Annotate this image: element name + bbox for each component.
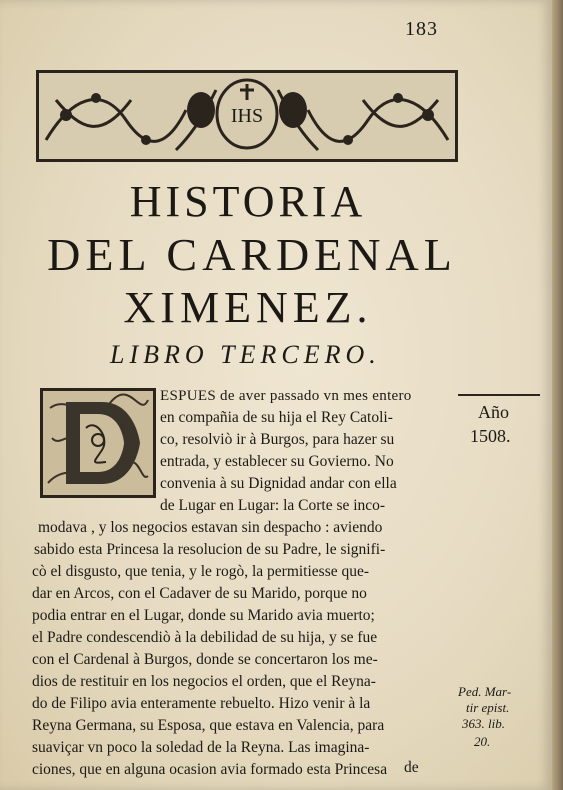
text-line: ciones, que en alguna ocasion avia formado esta Princesa	[32, 761, 388, 778]
text-line: co, resolviò ir à Burgos, para hazer su	[160, 431, 395, 448]
text-line: dios de restituir en los negocios el orden, que el Reyna-	[32, 673, 376, 690]
margin-year-label: Año	[478, 402, 509, 422]
margin-ref-line: 20.	[474, 734, 491, 749]
text-line: Reyna Germana, su Esposa, que estava en Valencia, para	[32, 717, 385, 734]
text-line: modava , y los negocios estavan sin despacho : aviendo	[38, 519, 383, 536]
headpiece-ornament-graphic	[36, 70, 458, 162]
margin-year: 1508.	[470, 426, 511, 446]
text-line: de Lugar en Lugar: la Corte se inco-	[160, 497, 386, 514]
text-line: ESPUES de aver passado vn mes entero	[160, 388, 412, 404]
text-line: podia entrar en el Lugar, donde su Marido avia muerto;	[32, 607, 375, 624]
text-line: dar en Arcos, con el Cadaver de su Marido, porque no	[32, 585, 367, 602]
text-line: suaviçar vn poco la soledad de la Reyna. Las imagina-	[32, 739, 370, 756]
text-line: do de Filipo avia enteramente rebuelto. Hizo venir à la	[32, 695, 371, 712]
text-line: con el Cardenal à Burgos, donde se concertaron los me-	[32, 651, 378, 668]
ornamental-headpiece	[36, 70, 458, 162]
text-line: el Padre condescendiò à la debilidad de su hija, y se fue	[32, 629, 378, 646]
page-number: 183	[405, 18, 438, 40]
margin-ref-line: tir epist.	[466, 700, 510, 715]
text-line: cò el disgusto, que tenia, y le rogò, la permitiesse que-	[32, 563, 370, 580]
text-line: convenia à su Dignidad andar con ella	[160, 475, 397, 492]
catchword: de	[404, 759, 419, 776]
headpiece-monogram: IHS	[230, 105, 264, 127]
page-edge	[552, 0, 563, 790]
text-line: sabido esta Princesa la resolucion de su Padre, le signifi-	[34, 541, 386, 558]
title-line-2: DEL CARDENAL	[47, 229, 457, 280]
title-line-1: HISTORIA	[129, 177, 367, 226]
book-heading: LIBRO TERCERO.	[110, 340, 381, 369]
text-line: entrada, y establecer su Govierno. No	[160, 453, 394, 470]
margin-rule	[458, 394, 540, 396]
margin-ref-line: Ped. Mar-	[458, 684, 512, 699]
title-line-3: XIMENEZ.	[123, 283, 373, 332]
text-line: en compañia de su hija el Rey Catoli-	[160, 409, 393, 426]
margin-ref-line: 363. lib.	[462, 716, 505, 731]
